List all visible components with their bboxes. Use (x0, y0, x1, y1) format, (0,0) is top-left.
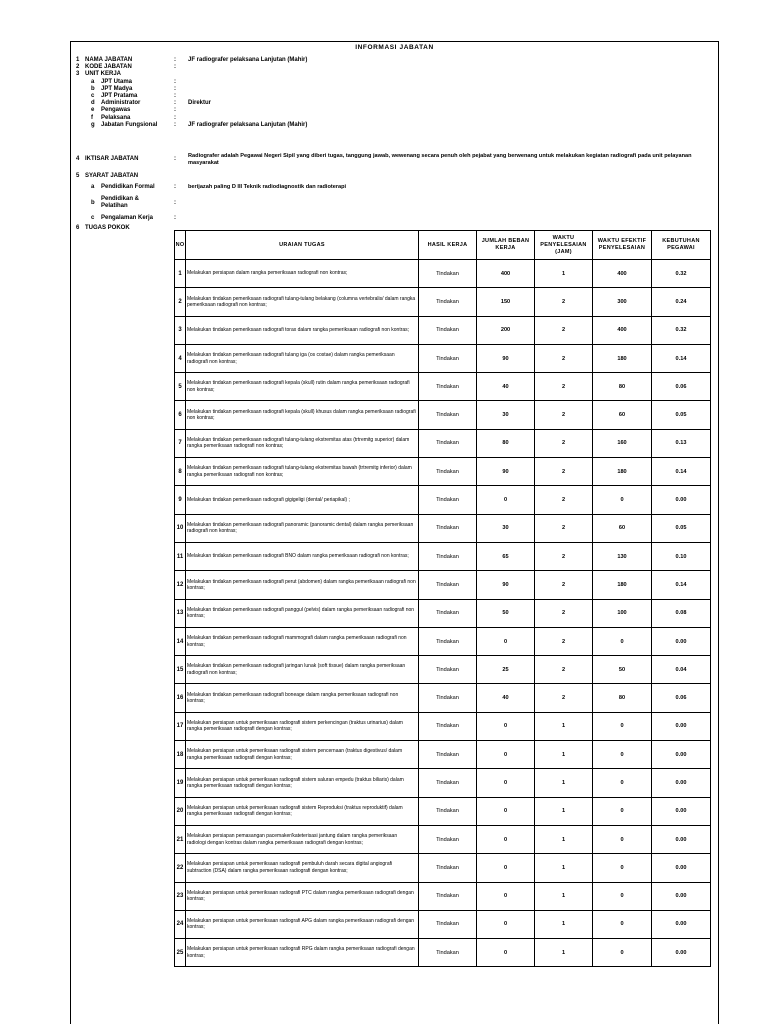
waktu-penyelesaian-cell: 2 (535, 542, 593, 570)
ikhtisar-label: IKTISAR JABATAN (85, 156, 139, 162)
row-number-cell: 10 (175, 514, 186, 542)
row-number-cell: 17 (175, 712, 186, 740)
waktu-efektif-cell: 0 (593, 741, 652, 769)
kebutuhan-pegawai-cell: 0.00 (652, 741, 711, 769)
syarat-pengalaman-label: Pengalaman Kerja (101, 215, 154, 221)
waktu-efektif-cell: 100 (593, 599, 652, 627)
jumlah-beban-kerja-cell: 0 (477, 939, 535, 967)
table-row (175, 910, 711, 938)
kebutuhan-pegawai-cell: 0.04 (652, 656, 711, 684)
field-number: 1 (76, 57, 80, 63)
waktu-penyelesaian-cell: 1 (535, 712, 593, 740)
hasil-kerja-cell: Tindakan (419, 344, 477, 372)
sub-label: JPT Utama (101, 78, 133, 85)
kebutuhan-pegawai-cell: 0.06 (652, 373, 711, 401)
jumlah-beban-kerja-cell: 0 (477, 910, 535, 938)
jumlah-beban-kerja-cell: 30 (477, 401, 535, 429)
kebutuhan-pegawai-cell: 0.00 (652, 825, 711, 853)
hasil-kerja-cell: Tindakan (419, 316, 477, 344)
jumlah-beban-kerja-cell: 0 (477, 825, 535, 853)
row-number-cell: 22 (175, 854, 186, 882)
task-description-cell: Melakukan tindakan pemeriksaan radiografi perut (abdomen) dalam rangka pemeriksaan radiografi non kontras; (186, 571, 419, 599)
task-description-cell: Melakukan persiapan untuk pemeriksaan radiografi PTC dalam rangka pemeriksaan radiografi dengan kontras; (186, 882, 419, 910)
field-colon: : (174, 121, 176, 128)
jumlah-beban-kerja-cell: 40 (477, 373, 535, 401)
row-number-cell: 11 (175, 542, 186, 570)
waktu-penyelesaian-cell: 2 (535, 316, 593, 344)
task-description-cell: Melakukan persiapan untuk pemeriksaan radiografi APG dalam rangka pemeriksaan radiografi dengan kontras; (186, 910, 419, 938)
field-colon: : (174, 57, 176, 63)
jumlah-beban-kerja-cell: 0 (477, 741, 535, 769)
kebutuhan-pegawai-cell: 0.14 (652, 571, 711, 599)
waktu-efektif-cell: 0 (593, 627, 652, 655)
sub-letter: b (91, 200, 95, 206)
table-row (175, 656, 711, 684)
waktu-efektif-cell: 400 (593, 316, 652, 344)
waktu-efektif-cell: 60 (593, 514, 652, 542)
table-row (175, 599, 711, 627)
jumlah-beban-kerja-cell: 0 (477, 797, 535, 825)
tugas-pokok-label: TUGAS POKOK (85, 225, 130, 231)
hasil-kerja-cell: Tindakan (419, 910, 477, 938)
field-colon: : (174, 85, 176, 92)
sub-letter: c (91, 92, 95, 99)
task-description-cell: Melakukan tindakan pemeriksaan radiografi jaringan lunak (soft tissue) dalam rangka pemeriksaan radiografi non kontras; (186, 656, 419, 684)
table-row (175, 542, 711, 570)
sub-letter: a (91, 78, 95, 85)
task-description-cell: Melakukan persiapan untuk pemeriksaan radiografi sistem saluran empedu (traktus biliaris) dalam rangka pemeriksaan radiografi dengan kontras; (186, 769, 419, 797)
task-description-cell: Melakukan persiapan untuk pemeriksaan radiografi pembuluh darah secara digital angiografi subtraction (DSA) dalam rangka pemeriksaan radiografi dengan kontras; (186, 854, 419, 882)
header-hasil-kerja: HASIL KERJA (419, 231, 477, 260)
waktu-efektif-cell: 60 (593, 401, 652, 429)
waktu-penyelesaian-cell: 1 (535, 825, 593, 853)
header-no: NO (175, 231, 186, 260)
syarat-pendidikan-formal-label: Pendidikan Formal (101, 184, 155, 190)
hasil-kerja-cell: Tindakan (419, 656, 477, 684)
task-description-cell: Melakukan tindakan pemeriksaan radiografi mammografi dalam rangka pemeriksaan radiografi non kontras; (186, 627, 419, 655)
task-description-cell: Melakukan tindakan pemeriksaan radiografi tulang-tulang belakang (columna vertebralis/ dalam rangka pemeriksaan radiografi non kontras; (186, 288, 419, 316)
waktu-penyelesaian-cell: 1 (535, 797, 593, 825)
task-description-cell: Melakukan tindakan pemeriksaan radiografi panggul (pelvis) dalam rangka pemeriksaan radiografi non kontras; (186, 599, 419, 627)
row-number-cell: 19 (175, 769, 186, 797)
row-number-cell: 1 (175, 260, 186, 288)
ikhtisar-number: 4 (76, 156, 80, 162)
ikhtisar-value: Radiografer adalah Pegawai Negeri Sipil yang diberi tugas, tanggung jawab, wewenang secara penuh oleh pejabat yang berwenang untuk melakukan kegiatan radiografi pada unit pelayanan masyarakat (188, 153, 692, 166)
task-description-cell: Melakukan tindakan pemeriksaan radiografi gigigeligi (dental/ periapikal) ; (186, 486, 419, 514)
sub-label: Jabatan Fungsional (101, 121, 158, 128)
table-row (175, 486, 711, 514)
waktu-penyelesaian-cell: 2 (535, 429, 593, 457)
sub-label: Pelaksana (101, 114, 131, 121)
waktu-efektif-cell: 0 (593, 825, 652, 853)
hasil-kerja-cell: Tindakan (419, 882, 477, 910)
waktu-penyelesaian-cell: 2 (535, 514, 593, 542)
row-number-cell: 3 (175, 316, 186, 344)
hasil-kerja-cell: Tindakan (419, 599, 477, 627)
waktu-penyelesaian-cell: 2 (535, 684, 593, 712)
jumlah-beban-kerja-cell: 90 (477, 571, 535, 599)
table-row (175, 854, 711, 882)
unit-kerja-jabatan-fungsional (71, 122, 720, 129)
sub-label: JPT Pratama (101, 92, 138, 99)
task-description-cell: Melakukan persiapan untuk pemeriksaan radiografi RPG dalam rangka pemeriksaan radiografi dengan kontras; (186, 939, 419, 967)
waktu-penyelesaian-cell: 2 (535, 571, 593, 599)
waktu-efektif-cell: 0 (593, 797, 652, 825)
hasil-kerja-cell: Tindakan (419, 514, 477, 542)
header-jumlah-beban-kerja: JUMLAH BEBAN KERJA (477, 231, 535, 260)
jumlah-beban-kerja-cell: 0 (477, 627, 535, 655)
kebutuhan-pegawai-cell: 0.08 (652, 599, 711, 627)
jumlah-beban-kerja-cell: 30 (477, 514, 535, 542)
waktu-efektif-cell: 180 (593, 571, 652, 599)
sub-letter: a (91, 184, 95, 190)
waktu-efektif-cell: 0 (593, 910, 652, 938)
syarat-pelatihan-label: Pendidikan & Pelatihan (101, 196, 140, 209)
field-colon: : (174, 100, 176, 107)
waktu-efektif-cell: 400 (593, 260, 652, 288)
waktu-efektif-cell: 80 (593, 684, 652, 712)
kebutuhan-pegawai-cell: 0.32 (652, 316, 711, 344)
task-description-cell: Melakukan tindakan pemeriksaan radiografi kepala (skull) khusus dalam rangka pemeriksaan radiografi non kontras; (186, 401, 419, 429)
task-description-cell: Melakukan persiapan dalam rangka pemeriksaan radiografi non kontras; (186, 260, 419, 288)
task-description-cell: Melakukan tindakan pemeriksaan radiografi tulang-tulang ekstremitas bawah (trtremitg inferior) dalam rangka pemeriksaan radiografi non kontras; (186, 458, 419, 486)
table-header-row (175, 231, 711, 260)
kebutuhan-pegawai-cell: 0.13 (652, 429, 711, 457)
table-row (175, 712, 711, 740)
unit-kerja-pengawas (71, 107, 720, 114)
sub-label: Pengawas (101, 107, 131, 114)
field-unit-kerja (71, 71, 720, 78)
field-colon: : (174, 200, 176, 206)
hasil-kerja-cell: Tindakan (419, 429, 477, 457)
jumlah-beban-kerja-cell: 0 (477, 769, 535, 797)
tugas-pokok-table (174, 230, 711, 967)
row-number-cell: 8 (175, 458, 186, 486)
row-number-cell: 18 (175, 741, 186, 769)
kebutuhan-pegawai-cell: 0.00 (652, 854, 711, 882)
field-value: JF radiografer pelaksana Lanjutan (Mahir) (188, 121, 308, 128)
jumlah-beban-kerja-cell: 400 (477, 260, 535, 288)
waktu-efektif-cell: 0 (593, 854, 652, 882)
field-kode-jabatan (71, 64, 720, 71)
table-row (175, 741, 711, 769)
field-colon: : (174, 64, 176, 71)
hasil-kerja-cell: Tindakan (419, 401, 477, 429)
waktu-penyelesaian-cell: 1 (535, 939, 593, 967)
field-nama-jabatan (71, 57, 720, 64)
row-number-cell: 16 (175, 684, 186, 712)
field-value: Direktur (188, 100, 212, 107)
waktu-efektif-cell: 180 (593, 344, 652, 372)
task-description-cell: Melakukan tindakan pemeriksaan radiografi boneage dalam rangka pemeriksaan radiografi non kontras; (186, 684, 419, 712)
hasil-kerja-cell: Tindakan (419, 939, 477, 967)
waktu-penyelesaian-cell: 2 (535, 656, 593, 684)
row-number-cell: 7 (175, 429, 186, 457)
table-row (175, 797, 711, 825)
kebutuhan-pegawai-cell: 0.14 (652, 458, 711, 486)
table-row (175, 627, 711, 655)
jumlah-beban-kerja-cell: 90 (477, 344, 535, 372)
task-description-cell: Melakukan persiapan untuk pemeriksaan radiografi sistem pencernaan (traktus digestivus/ dalam rangka pemeriksaan radiografi dengan kontras; (186, 741, 419, 769)
row-number-cell: 5 (175, 373, 186, 401)
hasil-kerja-cell: Tindakan (419, 684, 477, 712)
waktu-efektif-cell: 0 (593, 712, 652, 740)
waktu-efektif-cell: 160 (593, 429, 652, 457)
table-body (175, 260, 711, 967)
hasil-kerja-cell: Tindakan (419, 769, 477, 797)
jumlah-beban-kerja-cell: 150 (477, 288, 535, 316)
table-row (175, 514, 711, 542)
field-colon: : (174, 92, 176, 99)
table-row (175, 825, 711, 853)
sub-letter: b (91, 85, 95, 92)
table-row (175, 769, 711, 797)
table-row (175, 882, 711, 910)
table-row (175, 316, 711, 344)
row-number-cell: 25 (175, 939, 186, 967)
kebutuhan-pegawai-cell: 0.14 (652, 344, 711, 372)
waktu-efektif-cell: 180 (593, 458, 652, 486)
hasil-kerja-cell: Tindakan (419, 741, 477, 769)
jumlah-beban-kerja-cell: 0 (477, 854, 535, 882)
table-row (175, 288, 711, 316)
table-row (175, 458, 711, 486)
row-number-cell: 2 (175, 288, 186, 316)
jumlah-beban-kerja-cell: 25 (477, 656, 535, 684)
hasil-kerja-cell: Tindakan (419, 260, 477, 288)
row-number-cell: 12 (175, 571, 186, 599)
hasil-kerja-cell: Tindakan (419, 825, 477, 853)
waktu-penyelesaian-cell: 1 (535, 910, 593, 938)
row-number-cell: 23 (175, 882, 186, 910)
waktu-penyelesaian-cell: 2 (535, 373, 593, 401)
task-description-cell: Melakukan tindakan pemeriksaan radiografi kepala (skull) rutin dalam rangka pemeriksaan radiografi non kontras; (186, 373, 419, 401)
sub-letter: d (91, 100, 95, 107)
waktu-efektif-cell: 130 (593, 542, 652, 570)
jumlah-beban-kerja-cell: 90 (477, 458, 535, 486)
jumlah-beban-kerja-cell: 65 (477, 542, 535, 570)
waktu-penyelesaian-cell: 2 (535, 344, 593, 372)
task-description-cell: Melakukan tindakan pemeriksaan radiografi panoramic (panoramic dental) dalam rangka pemeriksaan radiografi non kontras; (186, 514, 419, 542)
field-colon: : (174, 78, 176, 85)
field-label: NAMA JABATAN (85, 57, 133, 63)
syarat-pendidikan-formal-value: berijazah paling D III Teknik radiodiagnostik dan radioterapi (188, 184, 347, 190)
row-number-cell: 9 (175, 486, 186, 514)
jumlah-beban-kerja-cell: 200 (477, 316, 535, 344)
hasil-kerja-cell: Tindakan (419, 797, 477, 825)
kebutuhan-pegawai-cell: 0.00 (652, 486, 711, 514)
field-colon: : (174, 114, 176, 121)
hasil-kerja-cell: Tindakan (419, 571, 477, 599)
field-colon: : (174, 107, 176, 114)
field-label: UNIT KERJA (85, 71, 122, 78)
hasil-kerja-cell: Tindakan (419, 373, 477, 401)
task-description-cell: Melakukan tindakan pemeriksaan radiografi torax dalam rangka pemeriksaan radiografi non kontras; (186, 316, 419, 344)
unit-kerja-jpt-madya (71, 86, 720, 93)
waktu-penyelesaian-cell: 1 (535, 854, 593, 882)
row-number-cell: 21 (175, 825, 186, 853)
kebutuhan-pegawai-cell: 0.10 (652, 542, 711, 570)
kebutuhan-pegawai-cell: 0.00 (652, 910, 711, 938)
table-row (175, 344, 711, 372)
waktu-efektif-cell: 0 (593, 486, 652, 514)
field-number: 2 (76, 64, 80, 71)
kebutuhan-pegawai-cell: 0.00 (652, 939, 711, 967)
row-number-cell: 15 (175, 656, 186, 684)
kebutuhan-pegawai-cell: 0.05 (652, 514, 711, 542)
task-description-cell: Melakukan tindakan pemeriksaan radiografi tulang-tulang ekstremitas atas (trtremitg superior) dalam rangka pemeriksaan radiografi non kontras; (186, 429, 419, 457)
waktu-penyelesaian-cell: 2 (535, 486, 593, 514)
waktu-penyelesaian-cell: 1 (535, 769, 593, 797)
field-colon: : (174, 215, 176, 221)
ikhtisar-colon: : (174, 156, 176, 162)
task-description-cell: Melakukan tindakan pemeriksaan radiografi BNO dalam rangka pemeriksaan radiografi non kontras; (186, 542, 419, 570)
sub-label: JPT Madya (101, 85, 133, 92)
waktu-penyelesaian-cell: 1 (535, 882, 593, 910)
document-title: INFORMASI JABATAN (355, 44, 434, 51)
waktu-efektif-cell: 0 (593, 882, 652, 910)
jumlah-beban-kerja-cell: 50 (477, 599, 535, 627)
sub-letter: f (91, 114, 93, 121)
row-number-cell: 13 (175, 599, 186, 627)
waktu-efektif-cell: 0 (593, 939, 652, 967)
row-number-cell: 4 (175, 344, 186, 372)
hasil-kerja-cell: Tindakan (419, 486, 477, 514)
kebutuhan-pegawai-cell: 0.00 (652, 627, 711, 655)
kebutuhan-pegawai-cell: 0.00 (652, 712, 711, 740)
row-number-cell: 24 (175, 910, 186, 938)
jumlah-beban-kerja-cell: 0 (477, 486, 535, 514)
syarat-label: SYARAT JABATAN (85, 173, 139, 179)
table-row (175, 401, 711, 429)
kebutuhan-pegawai-cell: 0.06 (652, 684, 711, 712)
kebutuhan-pegawai-cell: 0.00 (652, 769, 711, 797)
hasil-kerja-cell: Tindakan (419, 288, 477, 316)
field-number: 3 (76, 71, 80, 78)
header-waktu-penyelesaian: WAKTU PENYELESAIAN (JAM) (535, 231, 593, 260)
field-value: JF radiografer pelaksana Lanjutan (Mahir) (188, 57, 308, 63)
jumlah-beban-kerja-cell: 0 (477, 882, 535, 910)
sub-label: Administrator (101, 100, 141, 107)
header-kebutuhan-pegawai: KEBUTUHAN PEGAWAI (652, 231, 711, 260)
table-row (175, 429, 711, 457)
kebutuhan-pegawai-cell: 0.24 (652, 288, 711, 316)
hasil-kerja-cell: Tindakan (419, 712, 477, 740)
sub-letter: c (91, 215, 95, 221)
waktu-efektif-cell: 300 (593, 288, 652, 316)
hasil-kerja-cell: Tindakan (419, 542, 477, 570)
task-description-cell: Melakukan persiapan untuk pemeriksaan radiografi sistem perkencingan (traktus urinarius) dalam rangka pemeriksaan radiografi dengan kontras; (186, 712, 419, 740)
sub-letter: g (91, 121, 95, 128)
jumlah-beban-kerja-cell: 0 (477, 712, 535, 740)
waktu-penyelesaian-cell: 2 (535, 599, 593, 627)
waktu-penyelesaian-cell: 2 (535, 458, 593, 486)
jumlah-beban-kerja-cell: 40 (477, 684, 535, 712)
syarat-number: 5 (76, 173, 80, 179)
row-number-cell: 6 (175, 401, 186, 429)
hasil-kerja-cell: Tindakan (419, 627, 477, 655)
header-waktu-efektif: WAKTU EFEKTIF PENYELESAIAN (593, 231, 652, 260)
task-description-cell: Melakukan persiapan pemasangan pacemaker/kateterisasi jantung dalam rangka pemeriksaan radiologi dengan kontras dalam rangka pemeriksaan radiografi dengan kontras; (186, 825, 419, 853)
kebutuhan-pegawai-cell: 0.00 (652, 882, 711, 910)
hasil-kerja-cell: Tindakan (419, 854, 477, 882)
unit-kerja-jpt-pratama (71, 93, 720, 100)
jumlah-beban-kerja-cell: 80 (477, 429, 535, 457)
waktu-penyelesaian-cell: 2 (535, 627, 593, 655)
table-row (175, 373, 711, 401)
hasil-kerja-cell: Tindakan (419, 458, 477, 486)
waktu-efektif-cell: 80 (593, 373, 652, 401)
kebutuhan-pegawai-cell: 0.05 (652, 401, 711, 429)
header-uraian-tugas: URAIAN TUGAS (186, 231, 419, 260)
task-description-cell: Melakukan tindakan pemeriksaan radiografi tulang iga (os costae) dalam rangka pemeriksaan radiografi non kontras; (186, 344, 419, 372)
header-fields (71, 57, 720, 129)
unit-kerja-jpt-utama (71, 79, 720, 86)
table-row (175, 939, 711, 967)
sub-letter: e (91, 107, 95, 114)
field-colon: : (174, 184, 176, 190)
row-number-cell: 14 (175, 627, 186, 655)
row-number-cell: 20 (175, 797, 186, 825)
waktu-penyelesaian-cell: 2 (535, 401, 593, 429)
field-label: KODE JABATAN (85, 64, 132, 71)
waktu-penyelesaian-cell: 2 (535, 288, 593, 316)
waktu-penyelesaian-cell: 1 (535, 741, 593, 769)
unit-kerja-pelaksana (71, 115, 720, 122)
unit-kerja-administrator (71, 100, 720, 107)
waktu-efektif-cell: 0 (593, 769, 652, 797)
tugas-number: 6 (76, 225, 80, 231)
kebutuhan-pegawai-cell: 0.32 (652, 260, 711, 288)
kebutuhan-pegawai-cell: 0.00 (652, 797, 711, 825)
table-row (175, 684, 711, 712)
waktu-efektif-cell: 50 (593, 656, 652, 684)
task-description-cell: Melakukan persiapan untuk pemeriksaan radiografi sistem Reproduksi (traktus reproduktif) dalam rangka pemeriksaan radiografi dengan kontras; (186, 797, 419, 825)
waktu-penyelesaian-cell: 1 (535, 260, 593, 288)
table-row (175, 571, 711, 599)
table-row (175, 260, 711, 288)
